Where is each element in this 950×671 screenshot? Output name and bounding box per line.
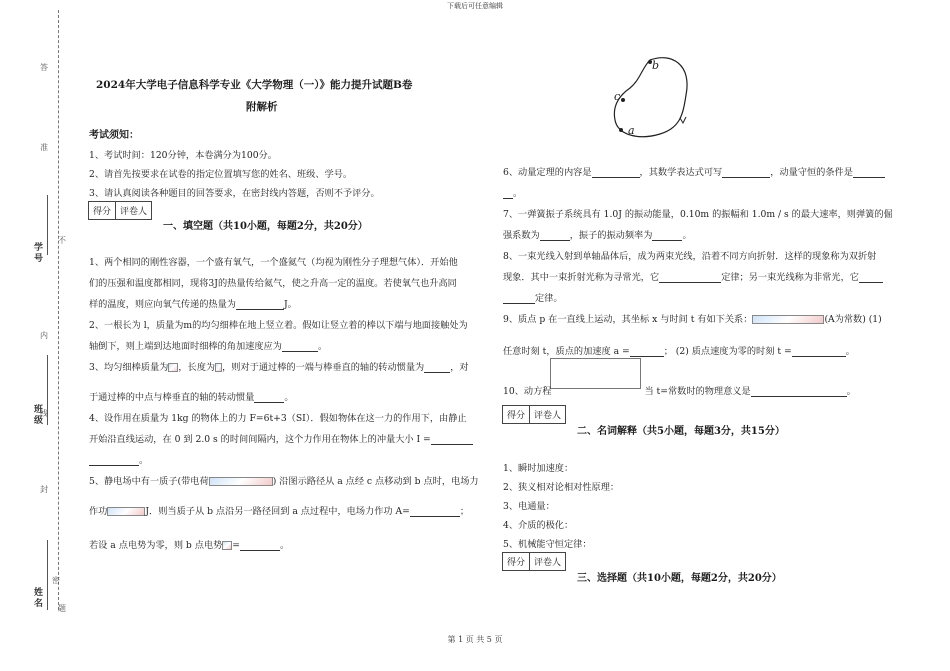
label-a: a: [628, 124, 635, 137]
answer-blank[interactable]: [410, 507, 460, 517]
answer-blank[interactable]: [652, 231, 682, 241]
label-c: c: [614, 90, 621, 103]
answer-blank[interactable]: [859, 273, 883, 283]
answer-blank[interactable]: [751, 387, 847, 397]
exam-title: 2024年大学电子信息科学专业《大学物理（一）》能力提升试题B卷: [96, 79, 413, 91]
q4-line2: 开始沿直线运动，在 0 到 2.0 s 的时间间隔内，这个力作用在物体上的冲量大小 I =: [89, 431, 473, 445]
q10-line: 10、动方程 当 t=常数时的物理意义是 。: [503, 386, 856, 397]
binding-dashed-line: [58, 10, 59, 610]
page-number: 第 1 页 共 5 页: [447, 635, 503, 644]
notice-item: 3、请认真阅读各种题目的回答要求，在密封线内答题，否则不予评分。: [89, 188, 380, 199]
q8-line2: 现象．其中一束折射光称为寻常光，它 定律；另一束光线称为非常光，它: [503, 269, 883, 283]
answer-blank[interactable]: [853, 168, 885, 178]
binding-label-banji: 班级: [34, 405, 44, 426]
q1-line2: 们的压强和温度都相同，现将3J的热量传给氦气，使之升高一定的温度。若使氧气也升高同: [89, 278, 457, 289]
q3-line1: 3、均匀细棒质量为 ，长度为 ，则对于通过棒的一端与棒垂直的轴的转动惯量为 ，对: [89, 362, 469, 373]
answer-blank[interactable]: [254, 393, 284, 403]
score-box-score: 得分: [89, 202, 116, 219]
binding-mark: 封: [40, 485, 48, 494]
path-figure: [600, 50, 700, 142]
answer-blank[interactable]: [431, 435, 473, 445]
answer-blank[interactable]: [240, 541, 280, 551]
q4-line3: 。: [89, 452, 148, 466]
binding-label-xingming: 姓名: [34, 588, 44, 609]
answer-blank[interactable]: [540, 231, 570, 241]
answer-blank[interactable]: [424, 363, 450, 373]
answer-blank[interactable]: [592, 168, 640, 178]
answer-blank[interactable]: [722, 168, 770, 178]
answer-blank[interactable]: [89, 456, 139, 466]
term-item: 1、瞬时加速度：: [503, 463, 574, 474]
score-box-grader: 评卷人: [534, 558, 562, 568]
binding-field-xingming: [47, 540, 48, 610]
notice-heading: 考试须知：: [89, 130, 139, 141]
point-a: [619, 128, 623, 132]
label-b: b: [652, 59, 660, 72]
q8-line3: 定律。: [503, 290, 563, 304]
score-box: [502, 405, 566, 424]
q7-line2: 强系数为 ，振子的振动频率为 。: [503, 230, 692, 241]
q9-line2: 任意时刻 t，质点的加速度 a = ； (2) 质点速度为零的时刻 t = 。: [503, 346, 855, 357]
answer-blank[interactable]: [659, 273, 721, 283]
binding-mark: 不: [58, 236, 66, 245]
formula-image: [752, 315, 824, 324]
q5-line2: 作功 J．则当质子从 b 点沿另一路径回到 a 点过程中，电场力作功 A= ；: [89, 506, 470, 517]
score-box-grader: 评卷人: [534, 411, 562, 421]
answer-blank[interactable]: [503, 294, 535, 304]
term-item: 2、狭义相对论相对性原理：: [503, 482, 620, 493]
score-box-score: 得分: [503, 553, 530, 570]
section-choice-heading: 三、选择题（共10小题，每题2分，共20分）: [577, 573, 782, 584]
binding-label-xuehao: 学号: [34, 243, 44, 264]
q2-line1: 2、一根长为 l，质量为m的均匀细棒在地上竖立着。假如让竖立着的棒以下端与地面接触处为: [89, 320, 468, 331]
score-box-score: 得分: [503, 406, 530, 423]
q5-line3: 若设 a 点电势为零，则 b 点电势 = 。: [89, 540, 290, 551]
formula-image: [222, 541, 232, 550]
closed-path-curve: [614, 58, 687, 137]
score-box: [88, 201, 152, 220]
binding-mark: 题: [58, 604, 66, 613]
q6-line1: 6、动量定理的内容是 ，其数学表达式可写 ，动量守恒的条件是: [503, 164, 885, 178]
binding-mark: 内: [40, 331, 48, 340]
q8-line1: 8、一束光线入射到单轴晶体后，成为两束光线，沿着不同方向折射．这样的现象称为双折射: [503, 251, 877, 262]
formula-image: [168, 363, 178, 372]
term-item: 4、介质的极化：: [503, 520, 574, 531]
binding-mark: 密: [52, 576, 60, 585]
term-item: 5、机械能守恒定律：: [503, 539, 592, 550]
score-box: [502, 552, 566, 571]
point-c: [621, 98, 625, 102]
answer-blank[interactable]: [236, 300, 284, 310]
binding-mark: 答: [40, 63, 48, 72]
top-note: 下载后可任意编辑: [447, 2, 503, 10]
score-box-grader: 评卷人: [120, 207, 148, 217]
exam-subtitle: 附解析: [246, 101, 278, 113]
formula-image: [209, 477, 273, 486]
q7-line1: 7、一弹簧振子系统具有 1.0J 的振动能量，0.10m 的振幅和 1.0m / s 的最大速率，则弹簧的倔: [503, 209, 893, 220]
notice-item: 1、考试时间：120分钟，本卷满分为100分。: [89, 150, 277, 161]
section-terms-heading: 二、名词解释（共5小题，每题3分，共15分）: [577, 426, 785, 437]
notice-item: 2、请首先按要求在试卷的指定位置填写您的姓名、班级、学号。: [89, 169, 353, 180]
q1-line3: 样的温度，则应向氧气传递的热量为 J。: [89, 299, 297, 310]
q1-line1: 1、两个相同的刚性容器，一个盛有氧气，一个盛氦气（均视为刚性分子理想气体）．开始他: [89, 257, 458, 268]
answer-blank[interactable]: [503, 189, 513, 199]
binding-mark: 线: [40, 409, 48, 418]
q3-line2: 于通过棒的中点与棒垂直的轴的转动惯量 。: [89, 392, 294, 403]
q2-line2: 轴倒下，则上端到达地面时细棒的角加速度应为 。: [89, 341, 328, 352]
binding-field-banji: [47, 355, 48, 425]
q6-line2: 。: [503, 185, 522, 199]
term-item: 3、电通量：: [503, 501, 555, 512]
binding-mark: 准: [40, 143, 48, 152]
binding-field-xuehao: [47, 195, 48, 255]
answer-blank[interactable]: [792, 347, 846, 357]
q9-line1: 9、质点 p 在一直线上运动，其坐标 x 与时间 t 有如下关系： (A为常数) (1): [503, 314, 882, 325]
answer-blank[interactable]: [282, 342, 318, 352]
q4-line1: 4、设作用在质量为 1kg 的物体上的力 F=6t+3（SI）．假如物体在这一力的作用下，由静止: [89, 413, 467, 424]
q5-line1: 5、静电场中有一质子(带电荷 ) 沿图示路径从 a 点经 c 点移动到 b 点时，电场力: [89, 476, 479, 487]
answer-blank[interactable]: [630, 347, 664, 357]
formula-image: [107, 507, 145, 516]
section-fill-blank-heading: 一、填空题（共10小题，每题2分，共20分）: [163, 221, 368, 232]
